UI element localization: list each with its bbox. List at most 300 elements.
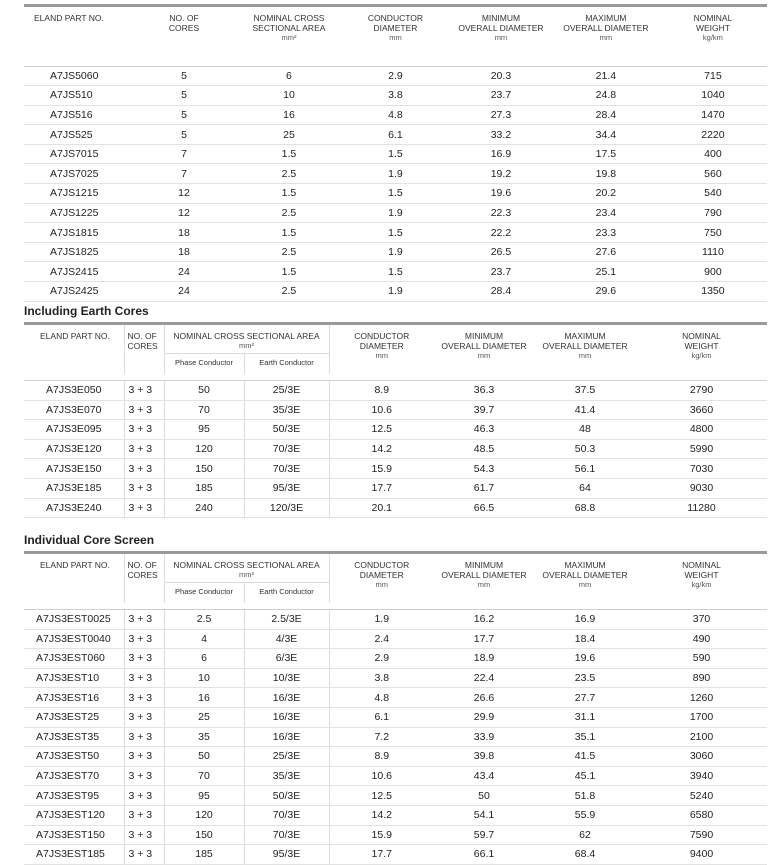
table-cell: 25.1 — [553, 262, 659, 282]
col-header-ncsa: NOMINAL CROSS SECTIONAL AREA mm² — [164, 553, 329, 583]
col-header-part: ELAND PART NO. — [40, 560, 110, 570]
table-cell: 19.8 — [553, 164, 659, 184]
table-cell: 16/3E — [244, 727, 329, 747]
table-cell: 900 — [659, 262, 767, 282]
table-cell: 2.5 — [164, 610, 244, 630]
table-cell: 17.5 — [553, 144, 659, 164]
table-cell: 3 + 3 — [124, 439, 164, 459]
table-cell: 95/3E — [244, 478, 329, 498]
table-cell: 3 + 3 — [124, 825, 164, 845]
table-cell: A7JS3EST150 — [24, 825, 124, 845]
table-cell: 10 — [236, 86, 342, 106]
table-cell: 20.2 — [553, 184, 659, 204]
table-cell: 3 + 3 — [124, 400, 164, 420]
table-cell: 490 — [636, 629, 767, 649]
table-row — [24, 400, 767, 420]
table-cell: 2790 — [636, 381, 767, 401]
table-row — [24, 610, 767, 630]
table-cell: 31.1 — [534, 707, 636, 727]
section-title-earth-cores: Including Earth Cores — [24, 304, 149, 318]
table-cell: 1350 — [659, 282, 767, 302]
table-row — [24, 459, 767, 479]
col-header-phase: Phase Conductor — [164, 354, 244, 375]
table-cell: 3 + 3 — [124, 420, 164, 440]
table-cell: 35 — [164, 727, 244, 747]
table-cell: 10.6 — [329, 400, 434, 420]
table-cell: 27.7 — [534, 688, 636, 708]
col-header-part: ELAND PART NO. — [40, 331, 110, 341]
table-cell: 3 + 3 — [124, 766, 164, 786]
table-cell: A7JS3E070 — [24, 400, 124, 420]
table-cell: 24.8 — [553, 86, 659, 106]
table-cell: 2.5 — [236, 164, 342, 184]
table-cell: 2.5 — [236, 242, 342, 262]
table-cell: 890 — [636, 668, 767, 688]
table-cell: 6/3E — [244, 649, 329, 669]
table-cell: 50.3 — [534, 439, 636, 459]
table-cell: 95/3E — [244, 845, 329, 865]
table-cell: 46.3 — [434, 420, 534, 440]
table-cell: 10 — [164, 668, 244, 688]
table-cell: 23.4 — [553, 203, 659, 223]
table-cell: 15.9 — [329, 459, 434, 479]
table-cell: 41.5 — [534, 747, 636, 767]
table-cell: 17.7 — [329, 845, 434, 865]
table-cell: 33.2 — [449, 125, 553, 145]
table-cell: 6 — [164, 649, 244, 669]
col-header-weight: NOMINAL WEIGHT kg/km — [682, 331, 721, 360]
table-cell: 3 + 3 — [124, 381, 164, 401]
table-cell: 3 + 3 — [124, 688, 164, 708]
table-cell: 43.4 — [434, 766, 534, 786]
table-cell: 16/3E — [244, 707, 329, 727]
table-cell: A7JS3EST185 — [24, 845, 124, 865]
table-row — [24, 164, 767, 184]
table-cell: 4 — [164, 629, 244, 649]
table-cell: 14.2 — [329, 805, 434, 825]
table-cell: 560 — [659, 164, 767, 184]
col-header-maxod: MAXIMUM OVERALL DIAMETER mm — [563, 13, 649, 42]
table-cell: 23.3 — [553, 223, 659, 243]
table-cell: A7JS3EST060 — [24, 649, 124, 669]
table-cell: 1110 — [659, 242, 767, 262]
table-cell: 7 — [132, 144, 236, 164]
table-cell: 1.9 — [342, 282, 449, 302]
table-cell: 18.4 — [534, 629, 636, 649]
table-cell: 150 — [164, 459, 244, 479]
table-cell: 8.9 — [329, 381, 434, 401]
table-cell: 1.9 — [342, 164, 449, 184]
table-row — [24, 381, 767, 401]
table-cell: 3940 — [636, 766, 767, 786]
table-cell: 750 — [659, 223, 767, 243]
table-cell: 25/3E — [244, 747, 329, 767]
table-cell: 50 — [164, 381, 244, 401]
table-cell: 12.5 — [329, 420, 434, 440]
table-row — [24, 649, 767, 669]
table-cell: A7JS3EST0025 — [24, 610, 124, 630]
table-cell: 2.9 — [342, 66, 449, 86]
table-cell: A7JS3E050 — [24, 381, 124, 401]
table-cell: 18 — [132, 223, 236, 243]
table-cell: 10.6 — [329, 766, 434, 786]
table-cell: 45.1 — [534, 766, 636, 786]
table-cell: A7JS7015 — [24, 144, 132, 164]
table-cell: 370 — [636, 610, 767, 630]
table-cell: 2.5 — [236, 282, 342, 302]
table-row — [24, 420, 767, 440]
table-cell: 48 — [534, 420, 636, 440]
table-cell: 120 — [164, 439, 244, 459]
table-cell: 400 — [659, 144, 767, 164]
table-cell: 3 + 3 — [124, 610, 164, 630]
table-cell: 3 + 3 — [124, 629, 164, 649]
table-cell: A7JS3EST16 — [24, 688, 124, 708]
table-cell: 19.6 — [534, 649, 636, 669]
table-cell: 4/3E — [244, 629, 329, 649]
table-cell: 25 — [164, 707, 244, 727]
table-cell: 9030 — [636, 478, 767, 498]
table-cell: 70/3E — [244, 459, 329, 479]
table-cell: 3060 — [636, 747, 767, 767]
col-header-cores: NO. OF CORES — [124, 553, 164, 604]
table-row — [24, 242, 767, 262]
table-cell: A7JS7025 — [24, 164, 132, 184]
table-cell: 14.2 — [329, 439, 434, 459]
table-cell: 2.9 — [329, 649, 434, 669]
col-header-cond: CONDUCTOR DIAMETER mm — [329, 553, 434, 604]
table-cell: A7JS3EST120 — [24, 805, 124, 825]
table-cell: 3 + 3 — [124, 747, 164, 767]
table-cell: 1.5 — [236, 223, 342, 243]
table-cell: A7JS3EST95 — [24, 786, 124, 806]
table-cell: 6 — [236, 66, 342, 86]
table-cell: 5 — [132, 86, 236, 106]
table-cell: 5 — [132, 105, 236, 125]
table-cell: 36.3 — [434, 381, 534, 401]
col-header-cond: CONDUCTOR DIAMETER mm — [367, 13, 424, 42]
table-cell: 34.4 — [553, 125, 659, 145]
table-row — [24, 668, 767, 688]
table-cell: 2.4 — [329, 629, 434, 649]
table-cell: 185 — [164, 478, 244, 498]
table-cell: 27.3 — [449, 105, 553, 125]
table-cell: A7JS3E240 — [24, 498, 124, 518]
table-cell: 3 + 3 — [124, 845, 164, 865]
table-cell: 8.9 — [329, 747, 434, 767]
col-header-maxod: MAXIMUM OVERALL DIAMETER mm — [542, 560, 628, 589]
col-header-minod: MINIMUM OVERALL DIAMETER mm — [458, 13, 544, 42]
col-header-minod: MINIMUM OVERALL DIAMETER mm — [441, 560, 527, 589]
table-cell: 54.1 — [434, 805, 534, 825]
table-row — [24, 478, 767, 498]
table-cell: A7JS3E095 — [24, 420, 124, 440]
table-cell: A7JS3E185 — [24, 478, 124, 498]
table-cell: 20.3 — [449, 66, 553, 86]
table-cell: 1.5 — [342, 223, 449, 243]
table-cell: 1470 — [659, 105, 767, 125]
cable-table-earth-cores — [24, 322, 767, 518]
table-cell: 70/3E — [244, 439, 329, 459]
table-cell: 50/3E — [244, 786, 329, 806]
table-cell: 95 — [164, 786, 244, 806]
table-cell: 23.7 — [449, 262, 553, 282]
table-cell: 51.8 — [534, 786, 636, 806]
table-cell: 3.8 — [342, 86, 449, 106]
table-cell: 4.8 — [342, 105, 449, 125]
table-cell: 2.5 — [236, 203, 342, 223]
table-cell: 120/3E — [244, 498, 329, 518]
col-header-cores: NO. OF CORES — [124, 324, 164, 375]
table-cell: 1260 — [636, 688, 767, 708]
table-cell: 3 + 3 — [124, 459, 164, 479]
table-cell: 68.8 — [534, 498, 636, 518]
cable-table-basic — [24, 4, 767, 302]
table-cell: A7JS516 — [24, 105, 132, 125]
table-cell: 3 + 3 — [124, 727, 164, 747]
col-header-part: ELAND PART NO. — [34, 13, 104, 23]
table-cell: 21.4 — [553, 66, 659, 86]
table-cell: 3 + 3 — [124, 478, 164, 498]
table-cell: A7JS1225 — [24, 203, 132, 223]
table-cell: 6.1 — [342, 125, 449, 145]
table-cell: 1.9 — [342, 242, 449, 262]
table-cell: 26.5 — [449, 242, 553, 262]
table-cell: 17.7 — [434, 629, 534, 649]
table-cell: 15.9 — [329, 825, 434, 845]
table-cell: 715 — [659, 66, 767, 86]
table-cell: 39.8 — [434, 747, 534, 767]
table-cell: 95 — [164, 420, 244, 440]
table-cell: 35/3E — [244, 400, 329, 420]
table-row — [24, 825, 767, 845]
table-cell: 35/3E — [244, 766, 329, 786]
table-row — [24, 707, 767, 727]
table-row — [24, 845, 767, 865]
section-title-core-screen: Individual Core Screen — [24, 533, 155, 547]
col-header-cond: CONDUCTOR DIAMETER mm — [329, 324, 434, 375]
table-cell: 7 — [132, 164, 236, 184]
table-cell: 22.3 — [449, 203, 553, 223]
table-cell: 1040 — [659, 86, 767, 106]
table-cell: A7JS3EST70 — [24, 766, 124, 786]
table-cell: 1.5 — [236, 144, 342, 164]
table-row — [24, 144, 767, 164]
col-header-phase: Phase Conductor — [164, 583, 244, 604]
table-row — [24, 688, 767, 708]
table-cell: A7JS5060 — [24, 66, 132, 86]
table-row — [24, 262, 767, 282]
table-cell: 70/3E — [244, 805, 329, 825]
table-cell: 19.6 — [449, 184, 553, 204]
table-cell: 1700 — [636, 707, 767, 727]
table-cell: A7JS1825 — [24, 242, 132, 262]
table-cell: 1.9 — [329, 610, 434, 630]
table-row — [24, 805, 767, 825]
table-cell: 50 — [164, 747, 244, 767]
table-cell: 66.1 — [434, 845, 534, 865]
table-cell: A7JS1215 — [24, 184, 132, 204]
table-row — [24, 766, 767, 786]
table-cell: 120 — [164, 805, 244, 825]
table-cell: A7JS3EST35 — [24, 727, 124, 747]
table-row — [24, 86, 767, 106]
table-row — [24, 66, 767, 86]
table-cell: 3.8 — [329, 668, 434, 688]
col-header-earth: Earth Conductor — [244, 354, 329, 375]
table-cell: 3 + 3 — [124, 668, 164, 688]
cable-table-core-screen — [24, 551, 767, 865]
table-cell: 1.5 — [342, 184, 449, 204]
table-cell: 54.3 — [434, 459, 534, 479]
table-cell: 12.5 — [329, 786, 434, 806]
table-cell: 27.6 — [553, 242, 659, 262]
table-cell: 56.1 — [534, 459, 636, 479]
table-cell: 5990 — [636, 439, 767, 459]
table-cell: A7JS1815 — [24, 223, 132, 243]
table-row — [24, 498, 767, 518]
table-cell: 50 — [434, 786, 534, 806]
table-cell: 23.5 — [534, 668, 636, 688]
table-cell: 25 — [236, 125, 342, 145]
table-row — [24, 282, 767, 302]
table-cell: 25/3E — [244, 381, 329, 401]
table-row — [24, 203, 767, 223]
table-cell: 70 — [164, 400, 244, 420]
table-row — [24, 629, 767, 649]
table-cell: 28.4 — [553, 105, 659, 125]
table-cell: A7JS3EST10 — [24, 668, 124, 688]
table-cell: 17.7 — [329, 478, 434, 498]
table-cell: A7JS3E150 — [24, 459, 124, 479]
table-cell: 10/3E — [244, 668, 329, 688]
table-cell: 5 — [132, 125, 236, 145]
col-header-maxod: MAXIMUM OVERALL DIAMETER mm — [542, 331, 628, 360]
table-cell: 39.7 — [434, 400, 534, 420]
table-row — [24, 223, 767, 243]
table-cell: 16.2 — [434, 610, 534, 630]
table-cell: 12 — [132, 203, 236, 223]
table-cell: 26.6 — [434, 688, 534, 708]
table-cell: 2.5/3E — [244, 610, 329, 630]
table-cell: 5 — [132, 66, 236, 86]
table-cell: A7JS3E120 — [24, 439, 124, 459]
table-cell: 5240 — [636, 786, 767, 806]
col-header-earth: Earth Conductor — [244, 583, 329, 604]
table-cell: 3 + 3 — [124, 649, 164, 669]
table-row — [24, 125, 767, 145]
table-row — [24, 747, 767, 767]
table-cell: 62 — [534, 825, 636, 845]
table-cell: A7JS3EST50 — [24, 747, 124, 767]
table-cell: 55.9 — [534, 805, 636, 825]
table-cell: 1.9 — [342, 203, 449, 223]
table-cell: 11280 — [636, 498, 767, 518]
table-cell: 1.5 — [236, 184, 342, 204]
table-cell: 37.5 — [534, 381, 636, 401]
table-row — [24, 184, 767, 204]
table-cell: 3660 — [636, 400, 767, 420]
table-cell: 7.2 — [329, 727, 434, 747]
table-cell: 20.1 — [329, 498, 434, 518]
col-header-ncsa: NOMINAL CROSS SECTIONAL AREA mm² — [252, 13, 326, 42]
table-row — [24, 439, 767, 459]
table-cell: 790 — [659, 203, 767, 223]
table-cell: A7JS525 — [24, 125, 132, 145]
table-cell: 50/3E — [244, 420, 329, 440]
table-cell: 185 — [164, 845, 244, 865]
table-cell: 7030 — [636, 459, 767, 479]
table-cell: 240 — [164, 498, 244, 518]
table-cell: 3 + 3 — [124, 498, 164, 518]
table-cell: A7JS510 — [24, 86, 132, 106]
table-cell: A7JS2415 — [24, 262, 132, 282]
table-cell: 16.9 — [449, 144, 553, 164]
table-row — [24, 105, 767, 125]
table-cell: 59.7 — [434, 825, 534, 845]
table-cell: 19.2 — [449, 164, 553, 184]
table-cell: A7JS2425 — [24, 282, 132, 302]
table-cell: 16 — [236, 105, 342, 125]
table-cell: 70 — [164, 766, 244, 786]
table-cell: 6.1 — [329, 707, 434, 727]
table-cell: 1.5 — [342, 262, 449, 282]
table-row — [24, 786, 767, 806]
table-cell: 33.9 — [434, 727, 534, 747]
table-cell: 18 — [132, 242, 236, 262]
table-cell: 1.5 — [342, 144, 449, 164]
table-cell: 16/3E — [244, 688, 329, 708]
table-cell: 68.4 — [534, 845, 636, 865]
table-cell: 29.6 — [553, 282, 659, 302]
table-cell: 22.2 — [449, 223, 553, 243]
table-cell: 66.5 — [434, 498, 534, 518]
table-cell: 150 — [164, 825, 244, 845]
table-cell: 35.1 — [534, 727, 636, 747]
table-cell: 64 — [534, 478, 636, 498]
table-cell: 24 — [132, 262, 236, 282]
table-cell: 24 — [132, 282, 236, 302]
table-cell: 2100 — [636, 727, 767, 747]
table-cell: 2220 — [659, 125, 767, 145]
col-header-ncsa: NOMINAL CROSS SECTIONAL AREA mm² — [164, 324, 329, 354]
table-cell: 16 — [164, 688, 244, 708]
table-cell: 70/3E — [244, 825, 329, 845]
table-cell: 61.7 — [434, 478, 534, 498]
table-cell: 4.8 — [329, 688, 434, 708]
table-cell: 12 — [132, 184, 236, 204]
table-cell: 4800 — [636, 420, 767, 440]
table-cell: 7590 — [636, 825, 767, 845]
table-cell: A7JS3EST25 — [24, 707, 124, 727]
table-cell: A7JS3EST0040 — [24, 629, 124, 649]
col-header-weight: NOMINAL WEIGHT kg/km — [693, 13, 733, 42]
table-cell: 540 — [659, 184, 767, 204]
table-cell: 3 + 3 — [124, 805, 164, 825]
table-cell: 28.4 — [449, 282, 553, 302]
table-cell: 18.9 — [434, 649, 534, 669]
table-cell: 23.7 — [449, 86, 553, 106]
col-header-weight: NOMINAL WEIGHT kg/km — [682, 560, 721, 589]
table-cell: 22.4 — [434, 668, 534, 688]
table-cell: 3 + 3 — [124, 786, 164, 806]
table-cell: 1.5 — [236, 262, 342, 282]
table-cell: 48.5 — [434, 439, 534, 459]
table-cell: 6580 — [636, 805, 767, 825]
table-row — [24, 727, 767, 747]
table-cell: 590 — [636, 649, 767, 669]
table-cell: 9400 — [636, 845, 767, 865]
